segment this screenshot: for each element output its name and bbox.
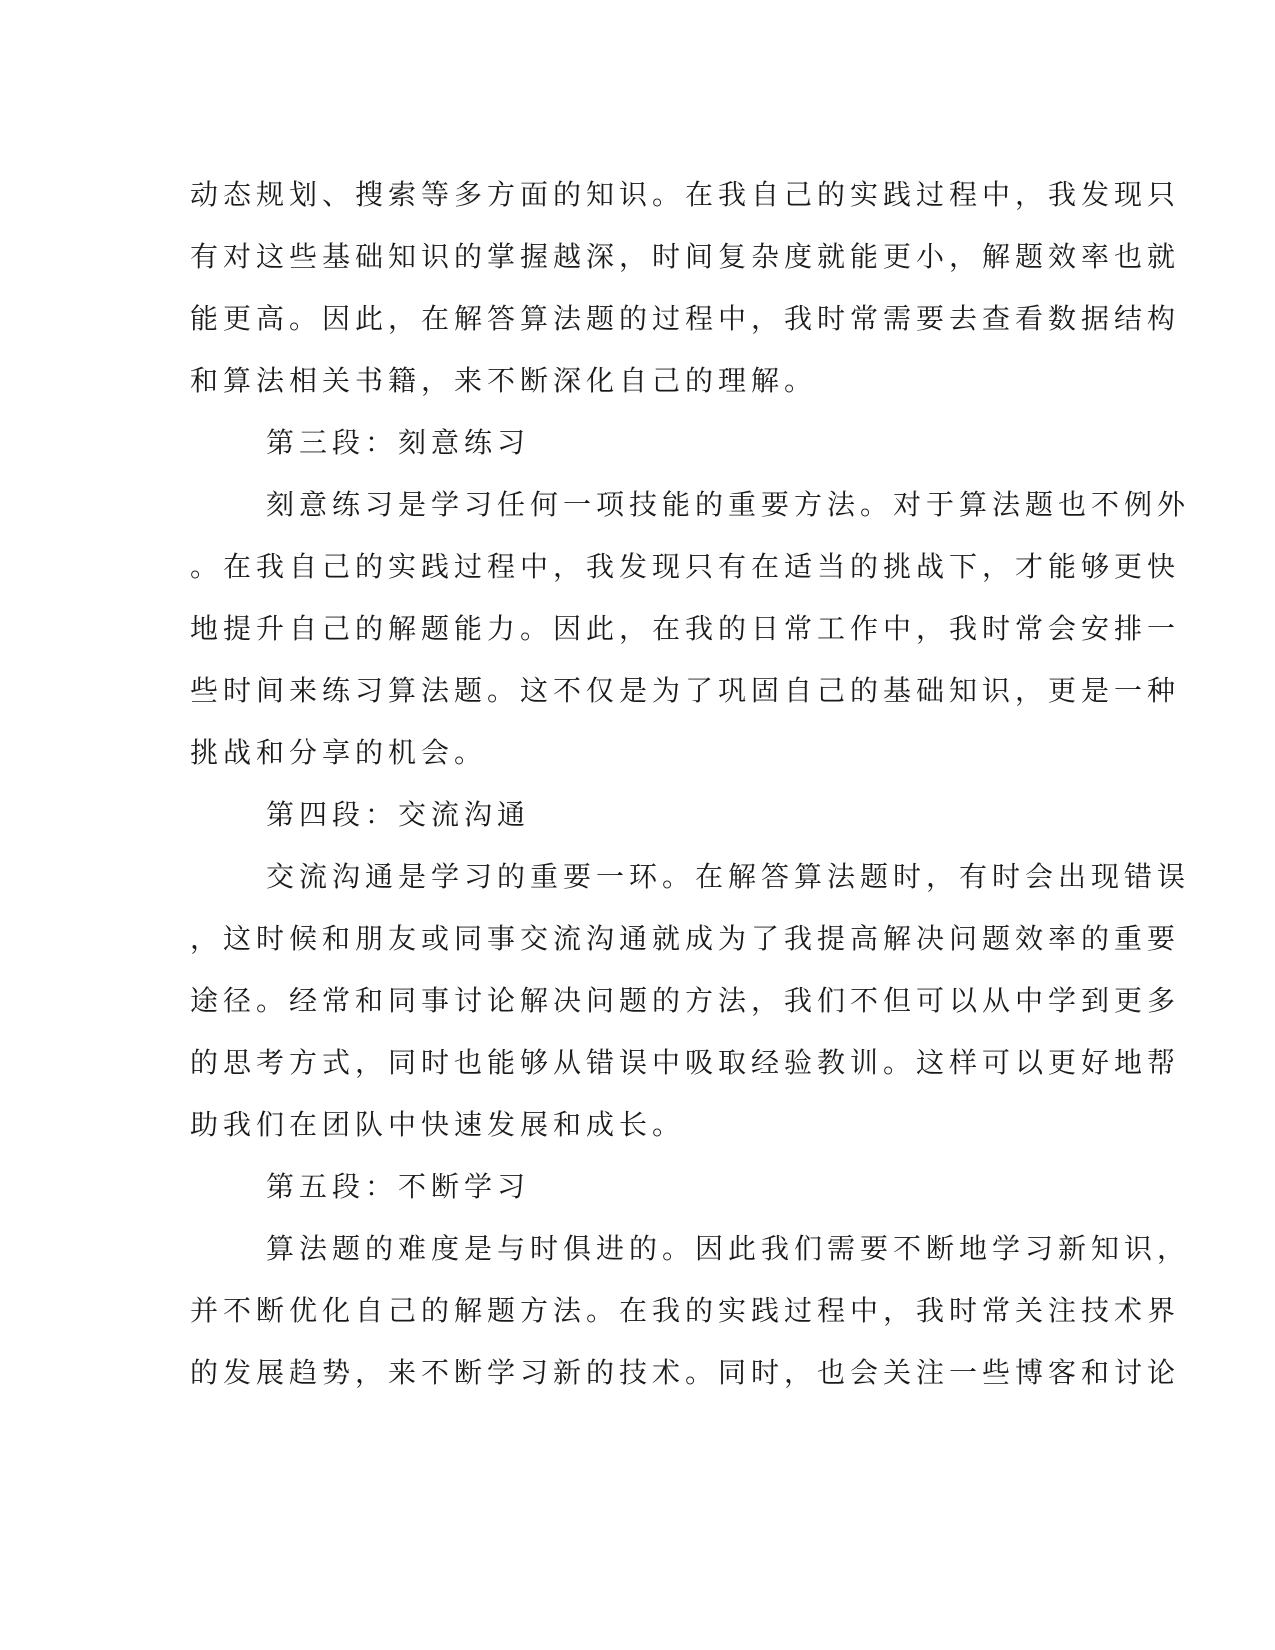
- body-line: 有对这些基础知识的掌握越深，时间复杂度就能更小，解题效率也就: [190, 240, 1181, 273]
- body-line: 的思考方式，同时也能够从错误中吸取经验教训。这样可以更好地帮: [190, 1046, 1181, 1079]
- body-line: 。在我自己的实践过程中，我发现只有在适当的挑战下，才能够更快: [190, 550, 1181, 583]
- body-line: 助我们在团队中快速发展和成长。: [190, 1108, 686, 1141]
- body-line: 动态规划、搜索等多方面的知识。在我自己的实践过程中，我发现只: [190, 178, 1181, 211]
- body-line: 能更高。因此，在解答算法题的过程中，我时常需要去查看数据结构: [190, 302, 1181, 335]
- body-line: 和算法相关书籍，来不断深化自己的理解。: [190, 364, 818, 397]
- paragraph-start: 交流沟通是学习的重要一环。在解答算法题时，有时会出现错误: [266, 860, 1191, 893]
- body-line: 的发展趋势，来不断学习新的技术。同时，也会关注一些博客和讨论: [190, 1356, 1181, 1389]
- body-line: 地提升自己的解题能力。因此，在我的日常工作中，我时常会安排一: [190, 612, 1181, 645]
- body-line: ，这时候和朋友或同事交流沟通就成为了我提高解决问题效率的重要: [190, 922, 1181, 955]
- paragraph-start: 刻意练习是学习任何一项技能的重要方法。对于算法题也不例外: [266, 488, 1191, 521]
- body-line: 并不断优化自己的解题方法。在我的实践过程中，我时常关注技术界: [190, 1294, 1181, 1327]
- section-heading-5: 第五段：不断学习: [266, 1170, 531, 1203]
- paragraph-start: 算法题的难度是与时俱进的。因此我们需要不断地学习新知识，: [266, 1232, 1191, 1265]
- document-body: [190, 164, 1191, 1404]
- section-heading-3: 第三段：刻意练习: [266, 426, 531, 459]
- section-heading-4: 第四段：交流沟通: [266, 798, 531, 831]
- body-line: 些时间来练习算法题。这不仅是为了巩固自己的基础知识，更是一种: [190, 674, 1181, 707]
- body-line: 途径。经常和同事讨论解决问题的方法，我们不但可以从中学到更多: [190, 984, 1181, 1017]
- body-line: 挑战和分享的机会。: [190, 736, 488, 769]
